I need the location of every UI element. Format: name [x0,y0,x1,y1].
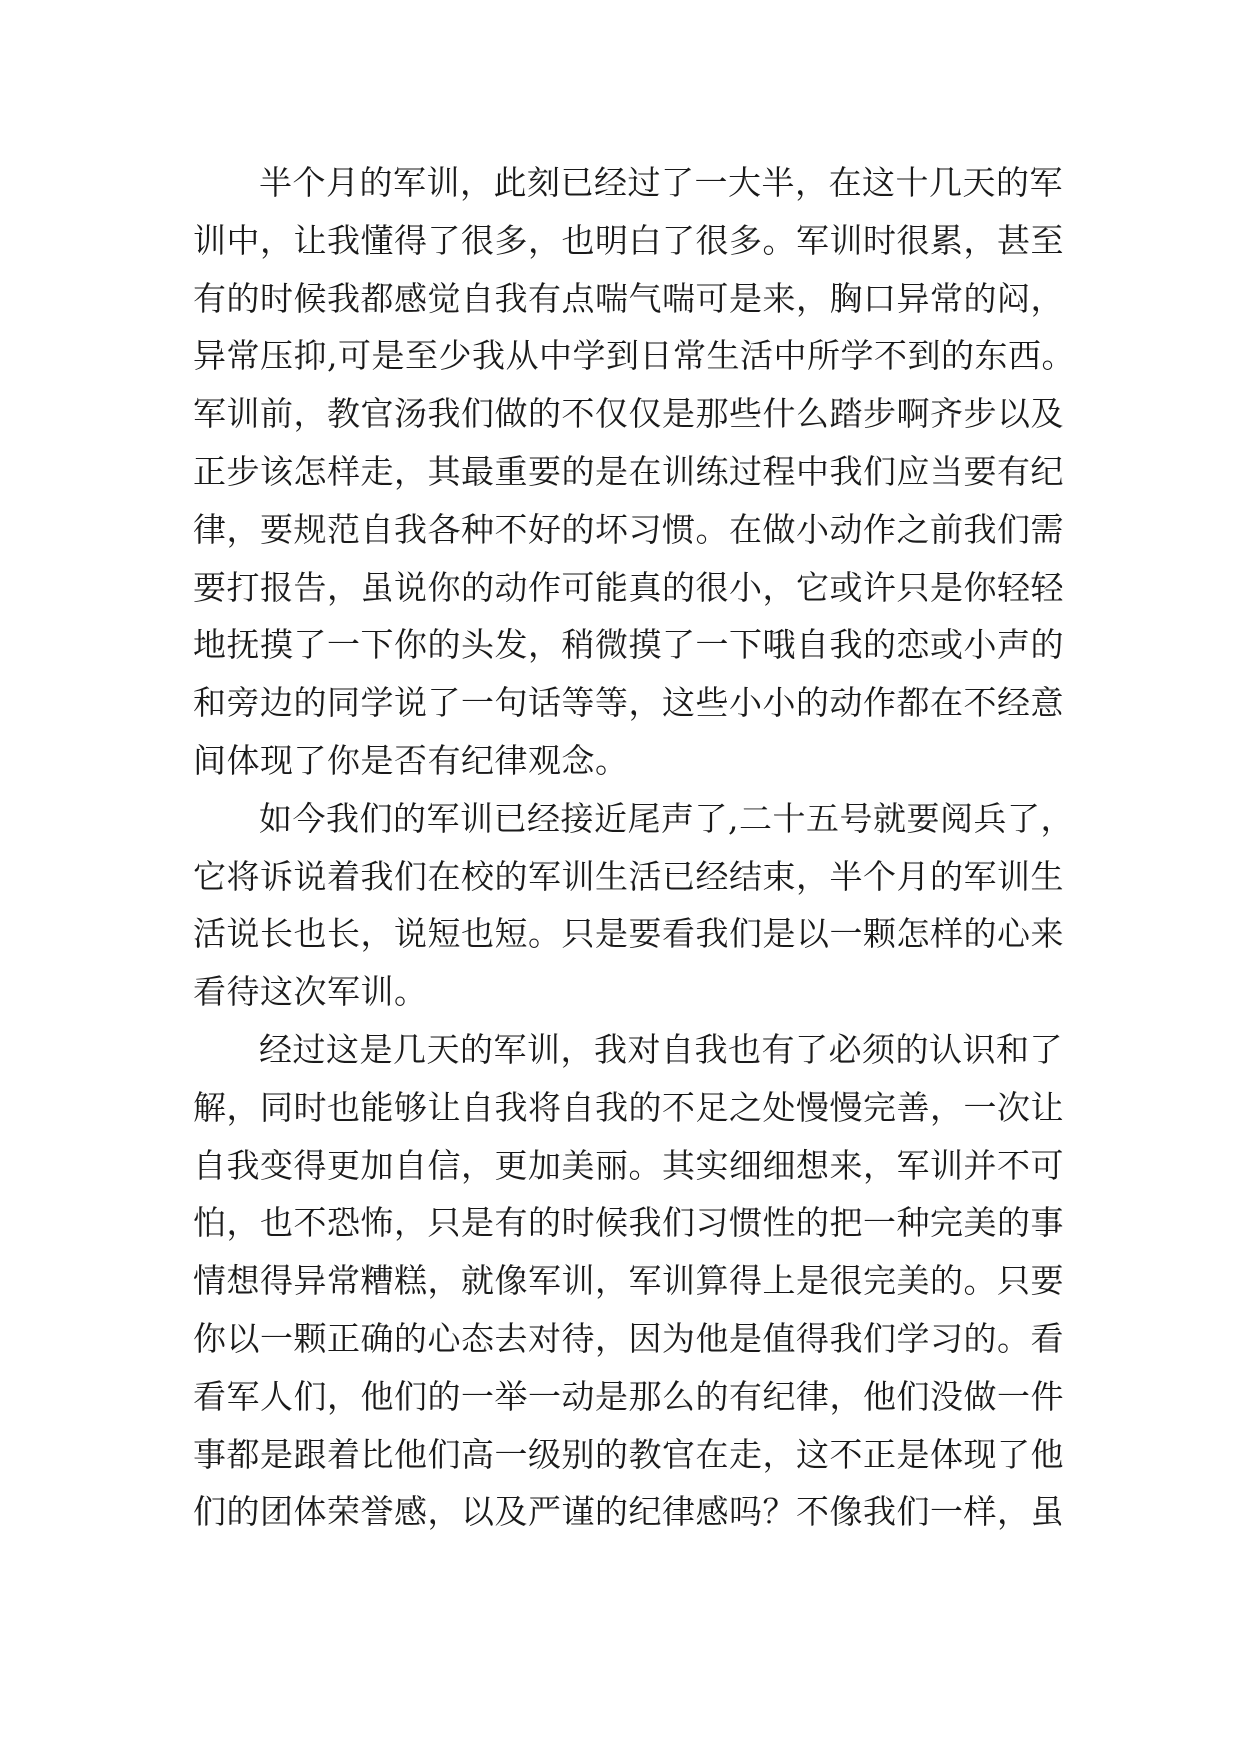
text-line: 要打报告，虽说你的动作可能真的很小，它或许只是你轻轻 [193,567,1064,607]
text-line: 正步该怎样走，其最重要的是在训练过程中我们应当要有纪 [193,451,1064,491]
text-line: 们的团体荣誉感，以及严谨的纪律感吗？不像我们一样，虽 [193,1492,1064,1532]
text-line: 解，同时也能够让自我将自我的不足之处慢慢完善，一次让 [193,1087,1064,1127]
text-line: 事都是跟着比他们高一级别的教官在走，这不正是体现了他 [193,1434,1064,1474]
text-line: 有的时候我都感觉自我有点喘气喘可是来，胸口异常的闷， [193,278,1064,318]
text-line: 间体现了你是否有纪律观念。 [193,740,629,780]
text-line: 看军人们，他们的一举一动是那么的有纪律，他们没做一件 [193,1376,1064,1416]
text-line: 军训前，教官汤我们做的不仅仅是那些什么踏步啊齐步以及 [193,394,1064,434]
text-line: 看待这次军训。 [193,972,428,1012]
text-line: 自我变得更加自信，更加美丽。其实细细想来，军训并不可 [193,1145,1064,1185]
document-body [193,154,1075,1541]
text-line: 你以一颗正确的心态去对待，因为他是值得我们学习的。看 [193,1318,1064,1358]
text-line: 律，要规范自我各种不好的坏习惯。在做小动作之前我们需 [193,509,1064,549]
paragraph-2 [193,790,1074,1021]
text-line: 训中，让我懂得了很多，也明白了很多。军训时很累，甚至 [193,220,1064,260]
text-line: 如今我们的军训已经接近尾声了,二十五号就要阅兵了， [259,798,1074,838]
text-line: 情想得异常糟糕，就像军训，军训算得上是很完美的。只要 [193,1261,1064,1301]
paragraph-1 [193,154,1075,790]
text-line: 经过这是几天的军训，我对自我也有了必须的认识和了 [259,1029,1063,1069]
text-line: 它将诉说着我们在校的军训生活已经结束，半个月的军训生 [193,856,1064,896]
text-line: 地抚摸了一下你的头发，稍微摸了一下哦自我的恋或小声的 [193,625,1064,665]
text-line: 怕，也不恐怖，只是有的时候我们习惯性的把一种完美的事 [193,1203,1064,1243]
text-line: 活说长也长，说短也短。只是要看我们是以一颗怎样的心来 [193,914,1064,954]
paragraph-3 [193,1021,1064,1541]
text-line: 和旁边的同学说了一句话等等，这些小小的动作都在不经意 [193,683,1064,723]
text-line: 半个月的军训，此刻已经过了一大半，在这十几天的军 [259,163,1063,202]
text-line: 异常压抑,可是至少我从中学到日常生活中所学不到的东西。 [193,336,1075,376]
